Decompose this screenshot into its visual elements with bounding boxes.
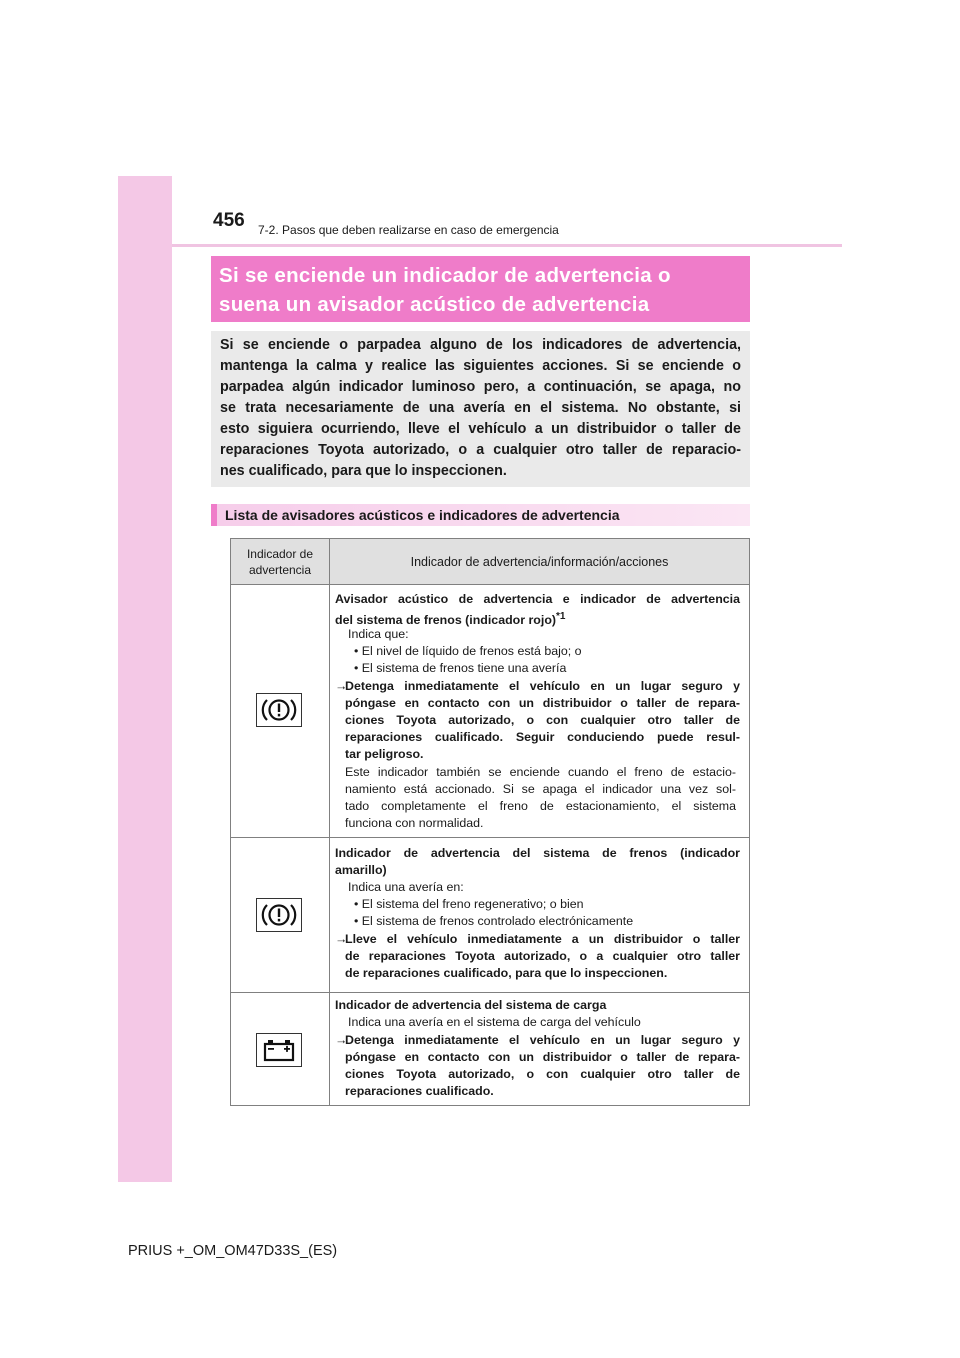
row-intro: Indica que: [348,627,409,641]
brake-warning-icon [256,898,302,932]
side-band [118,176,172,1182]
title-line: Si se enciende un indicador de advertencia o [219,264,671,287]
arrow-icon: → [335,679,348,693]
action-line: reparaciones cualificado. Seguir conduciendo puede resul- [345,730,740,744]
action-line: Detenga inmediatamente el vehículo en un lugar seguro y [345,1033,740,1047]
action-line: de reparaciones cualificado, para que lo inspeccionen. [345,966,668,980]
bullet-item: • El nivel de líquido de frenos está bajo; o [354,644,582,658]
icon-cell [231,838,330,992]
bullet-item: • El sistema de frenos controlado electrónicamente [354,914,634,928]
intro-line: parpadea algún indicador luminoso pero, a continuación, se apaga, no [220,379,741,395]
header-rule [172,244,842,247]
table-row [231,993,749,1105]
note-line: Este indicador también se enciende cuando el freno de estacio- [345,765,736,779]
row-title: Indicador de advertencia del sistema de carga [335,998,607,1012]
brake-warning-icon [256,693,302,727]
header-right: Indicador de advertencia/información/acciones [410,554,669,569]
battery-icon [256,1033,302,1067]
icon-cell [231,585,330,837]
intro-line: Si se enciende o parpadea alguno de los indicadores de advertencia, [220,337,741,353]
arrow-icon: → [335,932,348,946]
action-line: tar peligroso. [345,747,424,761]
bullet-item: • El sistema del freno regenerativo; o bien [354,897,584,911]
intro-line: reparaciones Toyota autorizado, o a cualquier otro taller de reparacio- [220,442,741,458]
intro-line: mantenga la calma y realice las siguientes acciones. Si se enciende o [220,358,741,374]
action-line: ciones Toyota autorizado, o con cualquier otro taller de [345,713,740,727]
action-line: póngase en contacto con un distribuidor o taller de repara- [345,696,740,710]
action-line: ciones Toyota autorizado, o con cualquier otro taller de [345,1067,740,1081]
row-title: Avisador acústico de advertencia e indicador de advertencia [335,592,740,606]
intro-box [211,331,750,487]
row-title-text: del sistema de frenos (indicador rojo) [335,613,557,628]
action-line: póngase en contacto con un distribuidor o taller de repara- [345,1050,740,1064]
header-left-line: Indicador de [246,546,314,561]
note-line: funciona con normalidad. [345,816,484,830]
row-title: Indicador de advertencia del sistema de frenos (indicador [335,846,740,860]
header-left-line: advertencia [248,562,312,577]
page-title [211,256,750,322]
note-line: namiento está accionado. Si se apaga el indicador una vez sol- [345,782,736,796]
table-header [231,539,749,585]
note-line: tado completamente el freno de estacionamiento, el sistema [345,799,736,813]
page-number: 456 [213,210,245,231]
action-line: Lleve el vehículo inmediatamente a un distribuidor o taller [345,932,740,946]
section-header: 7-2. Pasos que deben realizarse en caso de emergencia [258,223,559,237]
row-intro: Indica una avería en el sistema de carga del vehículo [348,1015,641,1029]
warning-table [230,538,750,1106]
title-line: suena un avisador acústico de advertencia [219,293,650,316]
table-row [231,838,749,993]
footer-code: PRIUS +_OM_OM47D33S_(ES) [128,1243,338,1259]
subheading-text: Lista de avisadores acústicos e indicadores de advertencia [225,507,620,523]
intro-line: se trata necesariamente de una avería en el sistema. No obstante, si [220,400,741,416]
header-left [231,539,330,584]
row-intro: Indica una avería en: [348,880,464,894]
action-line: de reparaciones Toyota autorizado, o a cualquier otro taller [345,949,740,963]
icon-cell [231,993,330,1105]
intro-line: esto siguiera ocurriendo, lleve el vehículo a un distribuidor o taller de [220,421,741,437]
bullet-item: • El sistema de frenos tiene una avería [354,661,567,675]
subheading [211,504,750,526]
action-line: reparaciones cualificado. [345,1084,494,1098]
footnote-marker: *1 [556,611,566,622]
table-row [231,585,749,838]
action-line: Detenga inmediatamente el vehículo en un lugar seguro y [345,679,740,693]
intro-line: nes cualificado, para que lo inspeccionen. [220,463,507,479]
row-title: amarillo) [335,863,387,877]
arrow-icon: → [335,1033,348,1047]
